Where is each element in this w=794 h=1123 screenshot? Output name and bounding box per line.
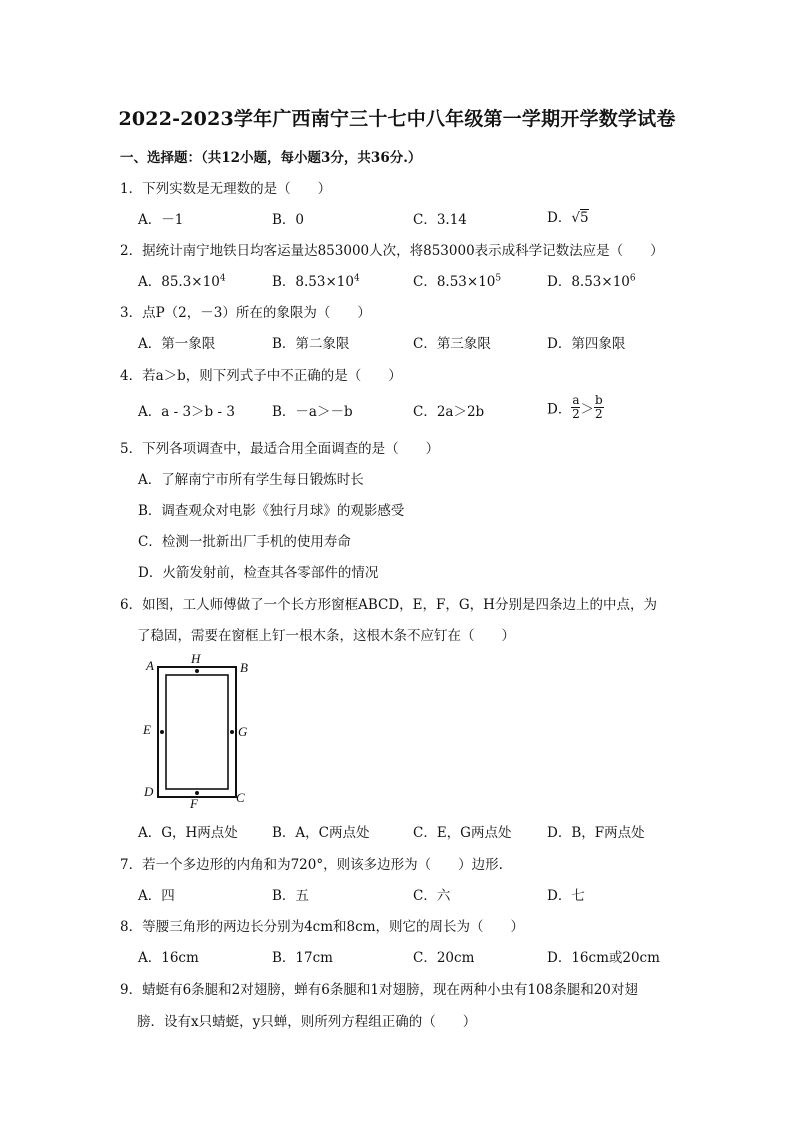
page-title: 2022-2023学年广西南宁三十七中八年级第一学期开学数学试卷 <box>118 108 676 130</box>
q6-option-c: C．E，G两点处 <box>413 825 512 841</box>
frac-operator: ＞ <box>580 401 594 418</box>
q2-option-a-base: A．85.3×10 <box>138 274 220 290</box>
radicand: 5 <box>579 210 589 226</box>
question-8-stem: 8．等腰三角形的两边长分别为4cm和8cm，则它的周长为（ ） <box>120 919 524 935</box>
q2-option-a-exp: 4 <box>219 273 226 284</box>
label-d: D <box>144 784 154 799</box>
q3-option-b: B．第二象限 <box>272 336 350 352</box>
frac-right-num: b <box>594 393 603 407</box>
q1-option-d-label: D． <box>547 210 572 226</box>
q4-option-d-label: D． <box>547 401 572 418</box>
label-h: H <box>191 651 201 666</box>
q4-option-b: B．－a＞－b <box>272 404 353 420</box>
q1-option-c: C．3.14 <box>413 212 467 228</box>
q8-option-c: C．20cm <box>413 950 475 966</box>
label-a: A <box>146 658 154 673</box>
q3-option-c: C．第三象限 <box>413 336 491 352</box>
frac-right-den: 2 <box>595 407 603 421</box>
label-b: B <box>240 660 248 675</box>
q3-option-a: A．第一象限 <box>138 336 216 352</box>
q7-option-d: D．七 <box>547 888 585 904</box>
label-g: G <box>238 724 248 739</box>
q7-option-b: B．五 <box>272 888 309 904</box>
frac-left-num: a <box>572 393 580 407</box>
q2-option-c-base: C．8.53×10 <box>413 274 496 290</box>
sqrt-symbol: √5 <box>571 210 589 226</box>
point-h <box>195 669 199 673</box>
question-3-stem: 3．点P（2，－3）所在的象限为（ ） <box>120 305 371 321</box>
q1-option-a: A．－1 <box>138 212 184 228</box>
q5-option-c: C．检测一批新出厂手机的使用寿命 <box>138 534 351 550</box>
q6-option-d: D．B，F两点处 <box>547 825 645 841</box>
q1-option-b: B．0 <box>272 212 305 228</box>
q7-option-a: A．四 <box>138 888 175 904</box>
q8-option-b: B．17cm <box>272 950 333 966</box>
q1-option-d <box>547 206 589 226</box>
q4-option-a: A．a - 3＞b - 3 <box>138 404 235 420</box>
q2-option-a <box>138 270 226 290</box>
question-1-stem: 1．下列实数是无理数的是（ ） <box>120 181 332 197</box>
label-e: E <box>143 722 151 737</box>
q2-option-d-exp: 6 <box>629 273 636 284</box>
outer-frame <box>158 667 236 797</box>
point-g <box>230 730 234 734</box>
q2-option-c <box>413 270 501 290</box>
q2-option-b-base: B．8.53×10 <box>272 274 354 290</box>
point-e <box>160 730 164 734</box>
q6-option-a: A．G，H两点处 <box>138 825 238 841</box>
inner-frame <box>166 675 228 789</box>
q3-option-d: D．第四象限 <box>547 336 626 352</box>
q6-option-b: B．A，C两点处 <box>272 825 370 841</box>
question-9-stem: 9．蜻蜓有6条腿和2对翅膀，蝉有6条腿和1对翅膀，现在两种小虫有108条腿和20对翅 <box>120 982 638 998</box>
q5-option-a: A．了解南宁市所有学生每日锻炼时长 <box>138 472 364 488</box>
q5-option-d: D．火箭发射前，检查其各零部件的情况 <box>138 565 379 581</box>
question-9-stem-cont: 膀．设有x只蜻蜓，y只蝉，则所列方程组正确的（ ） <box>137 1014 477 1030</box>
q2-option-d-base: D．8.53×10 <box>547 274 630 290</box>
question-6-stem: 6．如图，工人师傅做了一个长方形窗框ABCD，E，F，G，H分别是四条边上的中点，为 <box>120 597 657 613</box>
window-frame-figure <box>140 650 260 815</box>
label-c: C <box>236 790 245 805</box>
q2-option-c-exp: 5 <box>495 273 502 284</box>
question-6-stem-cont: 了稳固，需要在窗框上钉一根木条，这根木条不应钉在（ ） <box>137 628 515 644</box>
q2-option-d <box>547 270 636 290</box>
q8-option-d: D．16cm或20cm <box>547 950 660 966</box>
fraction-right <box>594 394 604 421</box>
point-f <box>195 791 199 795</box>
section-heading: 一、选择题：（共12小题，每小题3分，共36分.） <box>120 150 422 166</box>
q4-option-d <box>547 394 604 421</box>
question-5-stem: 5．下列各项调查中，最适合用全面调查的是（ ） <box>120 441 440 457</box>
question-2-stem: 2．据统计南宁地铁日均客运量达853000人次，将853000表示成科学记数法应是（ ） <box>120 243 664 259</box>
label-f: F <box>190 796 198 811</box>
q8-option-a: A．16cm <box>138 950 199 966</box>
q5-option-b: B．调查观众对电影《独行月球》的观影感受 <box>138 503 405 519</box>
question-7-stem: 7．若一个多边形的内角和为720°，则该多边形为（ ）边形. <box>120 857 503 873</box>
q4-option-c: C．2a＞2b <box>413 404 485 420</box>
question-4-stem: 4．若a＞b，则下列式子中不正确的是（ ） <box>120 368 402 384</box>
q7-option-c: C．六 <box>413 888 451 904</box>
q2-option-b-exp: 4 <box>353 273 360 284</box>
frac-left-den: 2 <box>572 407 580 421</box>
q2-option-b <box>272 270 360 290</box>
